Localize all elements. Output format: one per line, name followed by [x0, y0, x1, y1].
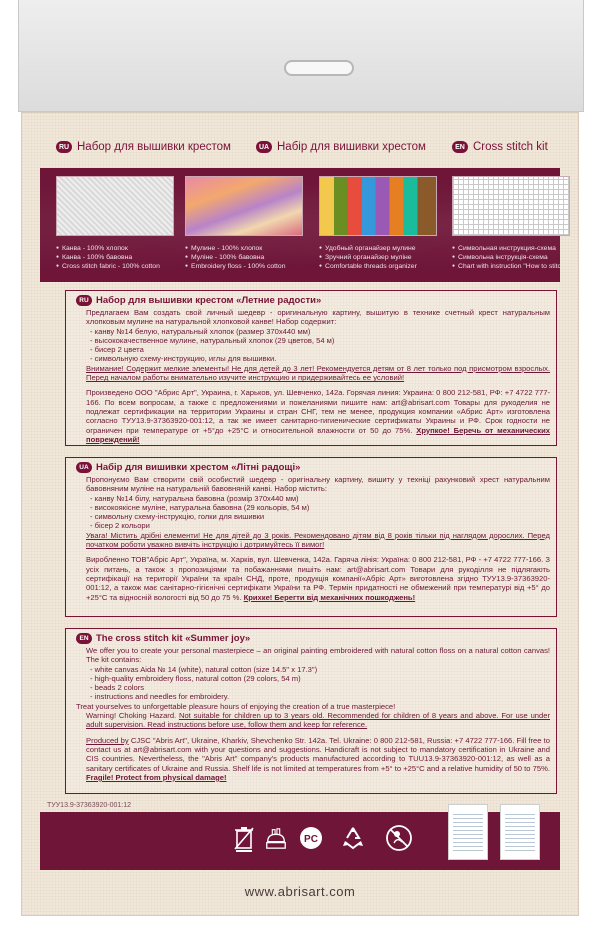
feature-line: ● Chart with instruction "How to stitch" [452, 262, 570, 271]
lang-title-text-ru: Набор для вышивки крестом [77, 141, 231, 153]
ru-kit-item: - высококачественное мулине, натуральный хлопок (29 цветов, 54 м) [90, 335, 335, 345]
recycle-icon [338, 822, 368, 854]
ru-producer [76, 388, 550, 444]
ua-kit-item: - високоякісне муліне, натуральна бавовна (29 кольорів, 54 м) [90, 502, 310, 512]
waste-bin-icon [232, 822, 256, 854]
lang-title-text-ua: Набір для вишивки хрестом [277, 141, 426, 153]
en-warning-lead: Warning! Choking Hazard. [86, 711, 177, 721]
ru-fragile: Хрупкое! Беречь от механических повреждений! [86, 425, 550, 444]
tu-code: ТУУ13.9-37363920-001:12 [47, 802, 132, 809]
block-title-ru: Набор для вышивки крестом «Летние радости» [96, 295, 322, 306]
lang-badge-ru: RU [56, 141, 72, 153]
block-title-en: The cross stitch kit «Summer joy» [96, 633, 251, 644]
lang-title-text-en: Cross stitch kit [473, 141, 548, 153]
feature-line: ● Муліне - 100% бавовна [185, 253, 303, 262]
ua-kit-item: - символьну схему-інструкцію, голки для вишивки [90, 512, 265, 522]
lang-title-en [452, 138, 548, 156]
hang-hole [284, 60, 354, 76]
feature-organizer [319, 176, 437, 271]
feature-line: ● Мулине - 100% хлопок [185, 244, 303, 253]
en-closing: Treat yourselves to unforgettable pleasure hours of enjoying the creation of a true masterpiece! [76, 701, 396, 711]
scheme-photo-icon [452, 176, 570, 236]
en-producer-text: CJSC "Abris Art", Ukraine, Kharkiv, Shevchenko Str. 142a. Tel. Ukraine: 0 800 212-581, Russia: +7 4722 777-166. Fill free to contact us at art@abrisart.com with your questions and suggestions. Handicraft is not subject to mandatory certification in Ukraine and CIS countries. Nevertheless, the "Abris Art" company's products manufactured according to TUU13.9-37363920-001:12, as well as a sanitary certificates of Ukraine and Russia. Shelf life is not limited at temperatures from +5° to +25°C and a relative humidity of 50 to 75%. [86, 735, 550, 773]
en-fragile: Fragile! Protect from physical damage! [86, 772, 227, 782]
ua-kit-item: - канву №14 білу, натуральна бавовна (розмір 370х440 мм) [90, 493, 299, 503]
en-intro: We offer you to create your personal masterpiece – an original painting embroidered with natural cotton floss on a natural cotton canvas! The kit contains: [86, 646, 550, 665]
ru-description-block [65, 290, 557, 446]
ru-kit-item: - бисер 2 цвета [90, 345, 144, 355]
ua-fragile: Крихке! Берегти від механічних пошкоджень! [243, 592, 416, 602]
block-badge-ru: RU [76, 295, 92, 306]
feature-floss [185, 176, 303, 271]
pc-certification-icon [296, 822, 326, 854]
no-children-0-3-icon [384, 822, 414, 854]
feature-line: ● Cross stitch fabric - 100% cotton [56, 262, 174, 271]
organizer-photo-icon [319, 176, 437, 236]
ru-warning: Внимание! Содержит мелкие элементы! Не для детей до 3 лет! Рекомендуется детям от 8 лет только под присмотром взрослых. Перед началом работы внимательно изучите инструкцию и придерживайтесь ее условий! [86, 363, 550, 383]
hanger-strip [18, 0, 584, 112]
features-band [40, 168, 568, 282]
block-title-ua: Набір для вишивки хрестом «Літні радощі» [96, 462, 301, 473]
ua-kit-item: - бісер 2 кольори [90, 521, 150, 531]
canvas-photo-icon [56, 176, 174, 236]
lang-badge-en: EN [452, 141, 468, 153]
feature-line: ● Comfortable threads organizer [319, 262, 437, 271]
en-kit-item: - white canvas Aida № 14 (white), natural cotton (size 14.5" x 17.3") [90, 664, 318, 674]
website-url: www.abrisart.com [244, 884, 356, 899]
feature-line: ● Удобный органайзер мулине [319, 244, 437, 253]
en-description-block [65, 628, 557, 794]
feature-canvas [56, 176, 174, 271]
block-badge-en: EN [76, 633, 92, 644]
en-warning-text: Not suitable for children up to 3 years old. Recommended for children of 8 years and above. For use under adult supervision. Read instructions before use, follow them and keep for reference. [86, 711, 550, 730]
en-producer [76, 736, 550, 782]
ru-kit-item: - канву №14 белую, натуральный хлопок (размер 370х440 мм) [90, 326, 311, 336]
ua-warning: Увага! Містить дрібні елементи! Не для дітей до 3 років. Рекомендовано дітям від 8 років тільки під наглядом дорослих. Перед початком роботи уважно вивчіть інструкцію і дотримуйтесь її вимог! [86, 530, 550, 550]
en-kit-item: - instructions and needles for embroidery. [90, 692, 230, 702]
ua-producer [76, 555, 550, 601]
ua-intro: Пропонуємо Вам створити свій особистий шедевр - оригінальну картину, вишиту у техніці рахунковий хрест натуральним бавовняним муліне на натуральній бавовняній канві. Набор містить: [86, 475, 550, 494]
floss-photo-icon [185, 176, 303, 236]
lang-title-ua [256, 138, 426, 156]
svg-text:PC: PC [304, 834, 318, 845]
feature-line: ● Символьна інструкція-схема [452, 253, 570, 262]
feature-line: ● Канва - 100% хлопок [56, 244, 174, 253]
en-producer-lead: Produced by [86, 735, 129, 745]
ua-description-block [65, 457, 557, 617]
lang-badge-ua: UA [256, 141, 272, 153]
en-kit-item: - high-quality embroidery floss, natural cotton (29 colors, 54 m) [90, 673, 301, 683]
feature-line: ● Embroidery floss - 100% cotton [185, 262, 303, 271]
feature-line: ● Канва - 100% бавовна [56, 253, 174, 262]
ru-producer-text: Произведено ООО "Абрис Арт", Украина, г. Харьков, ул. Шевченко, 142а. Горячая линия: Украина: 0 800 212-581, РФ: +7 4722 777-166. По всем вопросам, а также с предложениями и пожеланиями пишите нам: art@abrisart.com Товары для рукоделия не подлежат сертификации на территории Украины и стран СНГ, тем не менее, продукция компании «Абрис Арт» изготовлена согласно ТУУ13.9-37363920-001:12, а так же имеет санитарно-гигиенические сертификаты Украины и РФ. Срок годности не ограничен при температуре от +5°до +25°С и относительной влажности от 50 до 75%. [86, 388, 550, 435]
feature-line: ● Символьная инструкция-схема [452, 244, 570, 253]
lang-title-ru [56, 138, 231, 156]
ru-intro: Предлагаем Вам создать свой личный шедевр - оригинальную картину, вышитую в технике счетный крест натуральным хлопковым мулине на натуральной хлопковой канве! Набор содержит: [86, 308, 550, 327]
certificate-document-2 [500, 804, 540, 860]
ua-producer-text: Виробленно ТОВ"Абріс Арт", Україна, м. Харків, вул. Шевченка, 142а. Гаряча лінія: Україна: 0 800 212-581, РФ - +7 4722 777-166. З усіх питань, а також з пропозиціями та побажаннями пишіть нам: art@abrisart.com Товари для рукоділля не підлягають сертифікації на території України та країн СНД, проте, продукція компанії«Абріс Арт» виготовлена згідно ТУУ13.9-37363920-001:12, а також має санітарно-гігієнічні сертифікати України та РФ. Термін придатності не обмежений при температурі від +5° до +25°С та відносній вологості від 50 до 75 %. [86, 555, 550, 602]
wash-hands-icon [264, 822, 288, 854]
block-badge-ua: UA [76, 462, 92, 473]
ru-kit-item: - символьную схему-инструкцию, иглы для вышивки. [90, 354, 277, 364]
en-kit-item: - beads 2 colors [90, 683, 145, 693]
feature-line: ● Зручний органайзер муліне [319, 253, 437, 262]
en-warning [76, 711, 550, 730]
feature-scheme [452, 176, 570, 271]
certificate-document-1 [448, 804, 488, 860]
